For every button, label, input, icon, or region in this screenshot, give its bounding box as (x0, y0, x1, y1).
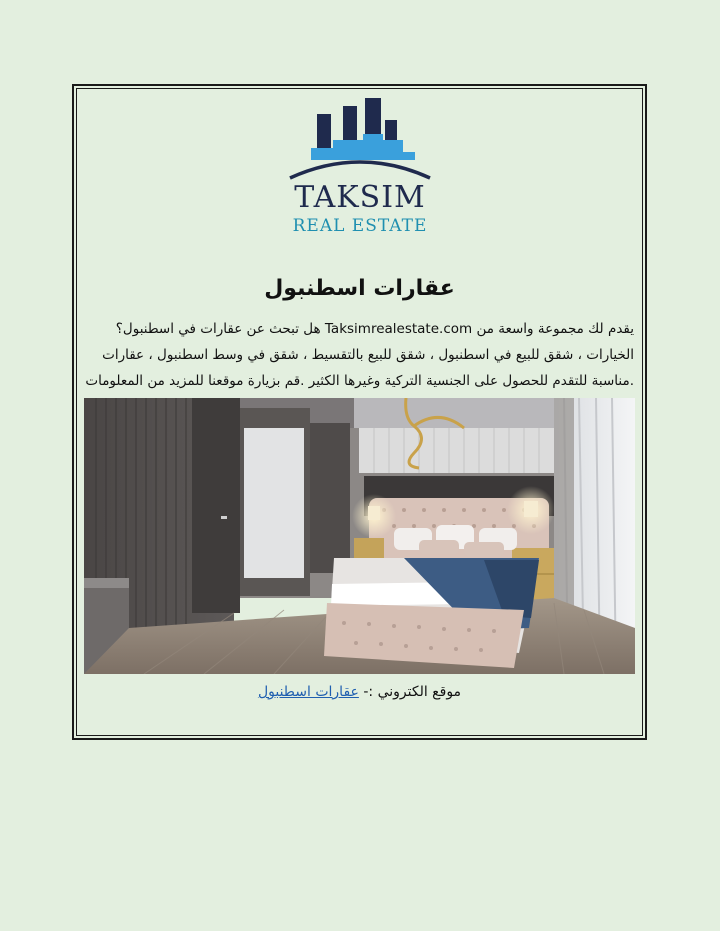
website-row (76, 684, 643, 700)
logo-brand-line2: REAL ESTATE (292, 216, 428, 236)
description-line-1: يقدم لك مجموعة واسعة من Taksimrealestate.com هل تبحث عن عقارات في اسطنبول؟ (115, 321, 634, 337)
bedroom-photo (84, 398, 635, 674)
logo-brand-line1: TAKSIM (294, 180, 426, 215)
description-line-3: .مناسبة للتقدم للحصول على الجنسية التركية وغيرها الكثير .قم بزيارة موقعنا للمزيد من المعلومات (85, 373, 634, 389)
website-label: موقع الكتروني :- (363, 684, 462, 700)
website-link[interactable]: عقارات اسطنبول (257, 684, 359, 700)
page-title: عقارات اسطنبول (264, 276, 455, 301)
description-line-2: الخيارات ، شقق للبيع في اسطنبول ، شقق للبيع بالتقسيط ، شقق في وسط اسطنبول ، عقارات (102, 347, 634, 363)
description-paragraph (84, 316, 634, 394)
taksim-real-estate-logo (285, 94, 435, 239)
logo-arc (290, 162, 430, 178)
photo-door-panel (244, 428, 304, 578)
